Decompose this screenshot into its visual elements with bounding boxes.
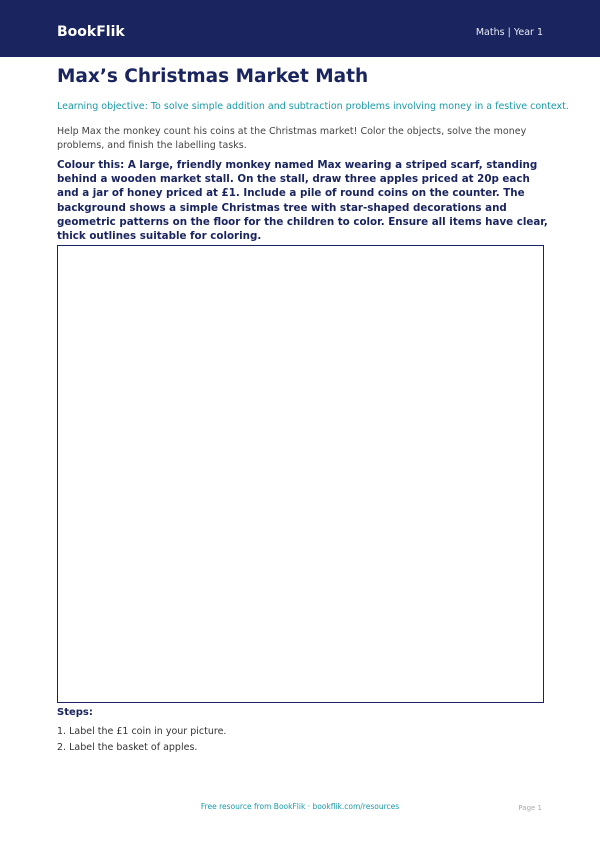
step-item: 2. Label the basket of apples.: [57, 742, 198, 753]
header-bar: [0, 0, 600, 57]
page-number: Page 1: [518, 804, 542, 812]
steps-heading: Steps:: [57, 707, 93, 718]
subject-year-label: Maths | Year 1: [475, 27, 543, 38]
footer-link[interactable]: Free resource from BookFlik · bookflik.com/resources: [200, 802, 400, 811]
page-title: Max’s Christmas Market Math: [57, 66, 369, 87]
brand-logo-text[interactable]: BookFlik: [57, 24, 125, 40]
steps-list: [57, 724, 226, 756]
learning-objective: Learning objective: To solve simple addition and subtraction problems involving money in a festive context.: [57, 101, 569, 112]
drawing-area[interactable]: [57, 245, 544, 703]
step-item: 1. Label the £1 coin in your picture.: [57, 726, 227, 737]
colour-prompt: Colour this: A large, friendly monkey named Max wearing a striped scarf, standing behind a wooden market stall. On the stall, draw three apples priced at 20p each and a jar of honey priced at £1. Include a pile of round coins on the counter. The background shows a simple Christmas tree with star-shaped decorations and geometric patterns on the floor for the children to color. Ensure all items have clear, thick outlines suitable for coloring.: [57, 159, 548, 243]
intro-text: Help Max the monkey count his coins at the Christmas market! Color the objects, solve the money problems, and finish the labelling tasks.: [57, 126, 527, 151]
